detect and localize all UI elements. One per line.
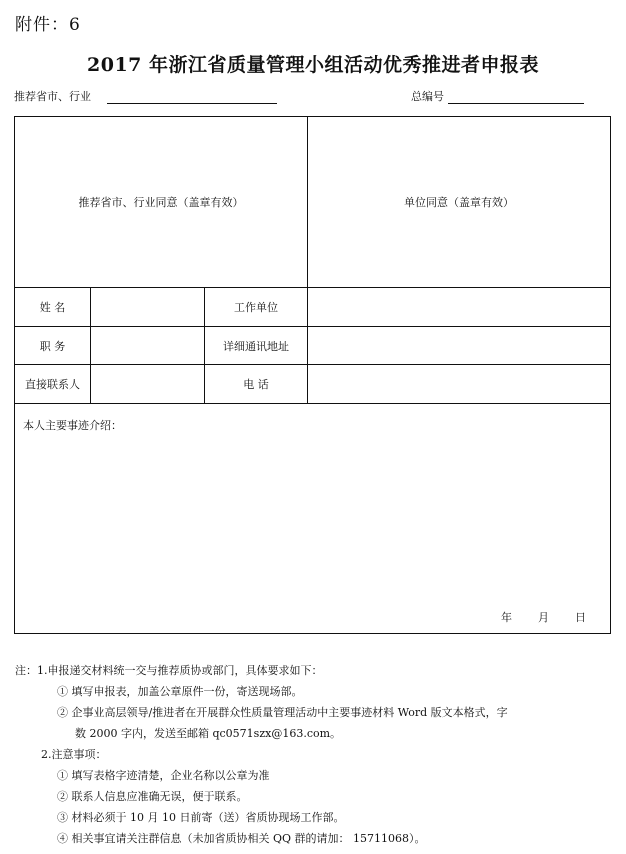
note-item-1a: ① 填写申报表，加盖公章原件一份，寄送现场部。 xyxy=(57,685,303,698)
address-field[interactable] xyxy=(308,327,611,365)
application-form-table xyxy=(14,116,611,634)
contact-label: 直接联系人 xyxy=(15,365,91,404)
serial-label: 总编号 xyxy=(411,90,444,103)
position-field[interactable] xyxy=(91,327,205,365)
recommend-label: 推荐省市、行业 xyxy=(14,90,91,103)
region-consent-label: 推荐省市、行业同意（盖章有效） xyxy=(78,196,244,209)
note-item-2c: ③ 材料必须于 10 月 10 日前寄（送）省质协现场工作部。 xyxy=(57,811,345,824)
unit-consent-label: 单位同意（盖章有效） xyxy=(404,196,515,209)
date-year-label: 年 xyxy=(501,611,513,624)
note-item-2b: ② 联系人信息应准确无误，便于联系。 xyxy=(57,790,248,803)
note-item-1b: ② 企事业高层领导/推进者在开展群众性质量管理活动中主要事迹材料 Word 版文本格式，字 xyxy=(57,706,508,719)
note-item-1: 1.申报递交材料统一交与推荐质协或部门，具体要求如下： xyxy=(37,664,323,677)
form-row xyxy=(15,288,611,327)
note-item-1b-cont: 数 2000 字内，发送至邮箱 qc0571szx@163.com。 xyxy=(75,727,342,740)
notes-section xyxy=(15,660,615,849)
deeds-label: 本人主要事迹介绍： xyxy=(23,419,122,432)
position-label: 职 务 xyxy=(15,327,91,365)
contact-field[interactable] xyxy=(91,365,205,404)
serial-line xyxy=(411,88,584,104)
region-consent-cell[interactable] xyxy=(15,117,308,288)
consent-row xyxy=(15,117,611,288)
name-field[interactable] xyxy=(91,288,205,327)
note-item-2a: ① 填写表格字迹清楚，企业名称以公章为准 xyxy=(57,769,270,782)
name-label: 姓 名 xyxy=(15,288,91,327)
phone-field[interactable] xyxy=(308,365,611,404)
deeds-row xyxy=(15,404,611,634)
date-day-label: 日 xyxy=(575,611,587,624)
note-item-2: 2.注意事项： xyxy=(41,748,107,761)
form-row xyxy=(15,327,611,365)
employer-field[interactable] xyxy=(308,288,611,327)
recommend-field[interactable] xyxy=(107,91,277,104)
date-line xyxy=(479,609,586,625)
note-item-2d: ④ 相关事宜请关注群信息（未加省质协相关 QQ 群的请加： 15711068）。 xyxy=(57,832,426,845)
unit-consent-cell[interactable] xyxy=(308,117,611,288)
attachment-number: 附件：6 xyxy=(15,15,81,35)
date-month-label: 月 xyxy=(538,611,550,624)
form-title: 2017 年浙江省质量管理小组活动优秀推进者申报表 xyxy=(87,54,539,76)
recommend-line xyxy=(14,88,277,104)
deeds-field[interactable] xyxy=(15,404,611,634)
employer-label: 工作单位 xyxy=(205,288,308,327)
phone-label: 电 话 xyxy=(205,365,308,404)
address-label: 详细通讯地址 xyxy=(205,327,308,365)
serial-field[interactable] xyxy=(448,91,584,104)
notes-prefix: 注： xyxy=(15,664,37,677)
form-row xyxy=(15,365,611,404)
note-line xyxy=(15,660,615,681)
